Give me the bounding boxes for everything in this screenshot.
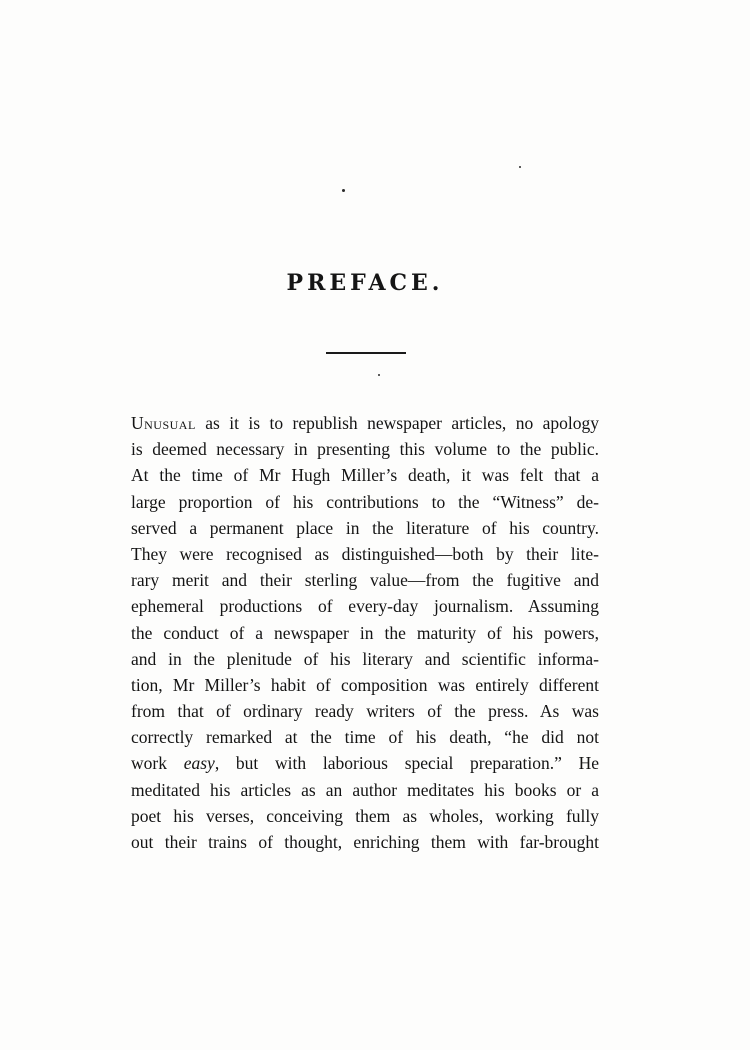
ink-speck bbox=[378, 374, 380, 376]
title-rule bbox=[326, 352, 406, 354]
text-line: the conduct of a newspaper in the maturity of his powers, bbox=[131, 622, 599, 643]
text-line: and in the plenitude of his literary and scientific informa- bbox=[131, 648, 599, 669]
text-line: poet his verses, conceiving them as wholes, working fully bbox=[131, 805, 599, 826]
text-line bbox=[131, 410, 599, 436]
text-line: meditated his articles as an author meditates his books or a bbox=[131, 779, 599, 800]
text-line: out their trains of thought, enriching them with far-brought bbox=[131, 832, 599, 852]
text-line: tion, Mr Miller’s habit of composition was entirely different bbox=[131, 674, 599, 695]
ink-speck bbox=[519, 166, 521, 168]
lead-word: Unusual bbox=[131, 413, 196, 433]
text-line-content: , but with laborious special preparation.” He bbox=[214, 753, 599, 774]
text-line: large proportion of his contributions to the “Witness” de- bbox=[131, 491, 599, 512]
text-line: ephemeral productions of every-day journalism. Assuming bbox=[131, 596, 599, 617]
text-line-content: as it is to republish newspaper articles, no apology bbox=[195, 413, 599, 433]
text-line: served a permanent place in the literature of his country. bbox=[131, 517, 599, 538]
preface-paragraph bbox=[131, 410, 599, 855]
text-line: correctly remarked at the time of his death, “he did not bbox=[131, 727, 599, 748]
text-line: They were recognised as distinguished—both by their lite- bbox=[131, 543, 599, 564]
italic-word: easy bbox=[183, 753, 215, 774]
ink-speck bbox=[342, 189, 345, 192]
page-title: PREFACE. bbox=[286, 270, 444, 296]
text-line: At the time of Mr Hugh Miller’s death, it was felt that a bbox=[131, 465, 599, 486]
text-line: from that of ordinary ready writers of the press. As was bbox=[131, 701, 599, 722]
text-line-content: work bbox=[131, 753, 184, 774]
text-line bbox=[131, 750, 599, 776]
text-line: rary merit and their sterling value—from the fugitive and bbox=[131, 570, 599, 591]
text-line: is deemed necessary in presenting this volume to the public. bbox=[131, 439, 599, 460]
